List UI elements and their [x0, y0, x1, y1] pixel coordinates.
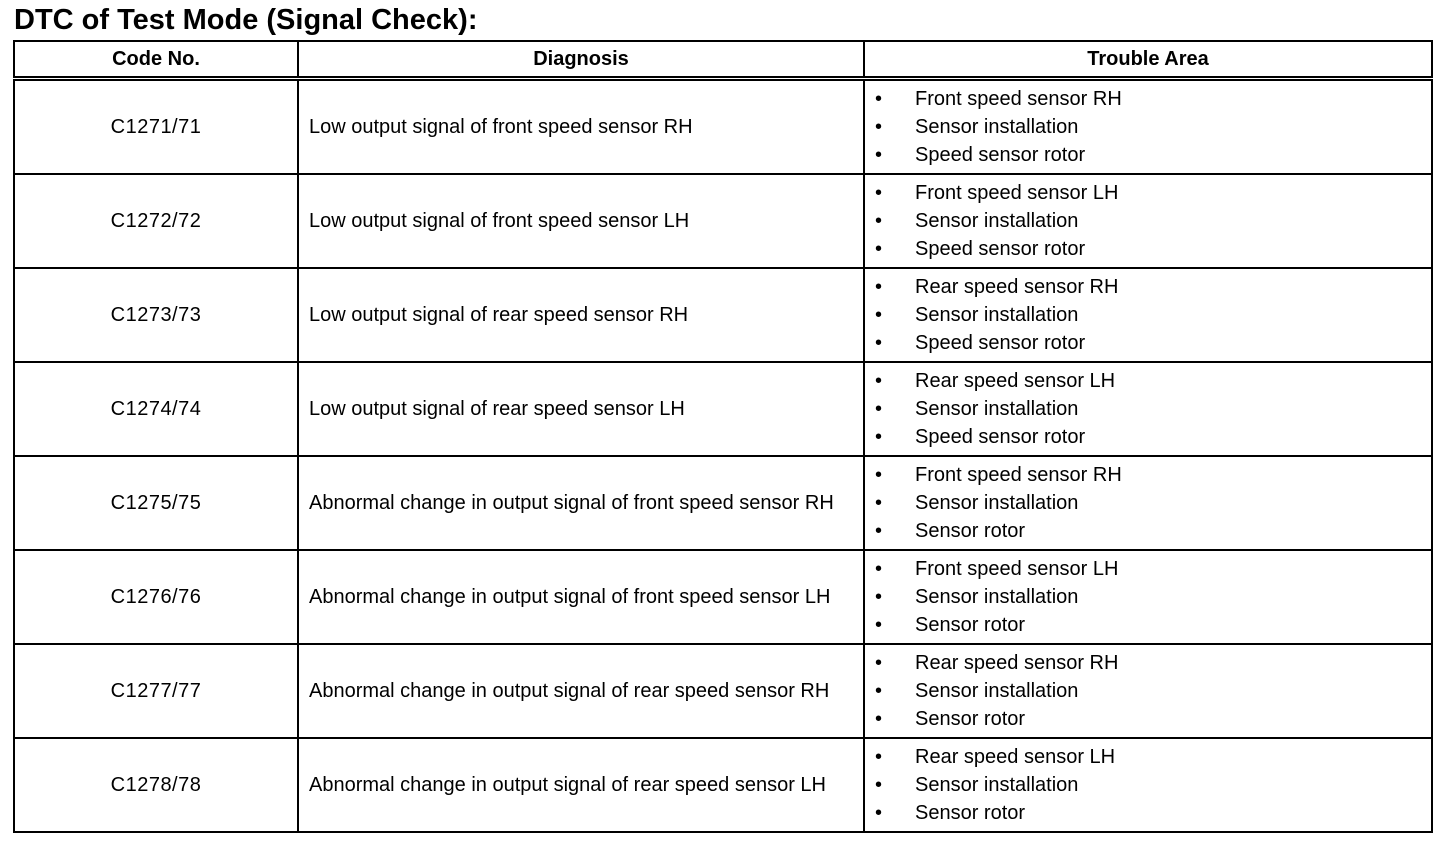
bullet-icon: • [875, 746, 883, 768]
table-body [14, 79, 1432, 833]
bullet-icon: • [875, 144, 883, 166]
diagnosis-cell: Abnormal change in output signal of rear speed sensor LH [298, 738, 864, 832]
trouble-area-list [875, 461, 1431, 545]
code-cell: C1276/76 [14, 550, 298, 644]
table-row [14, 644, 1432, 738]
bullet-icon: • [875, 398, 883, 420]
trouble-area-item: • Sensor installation [875, 207, 1431, 235]
bullet-icon: • [875, 708, 883, 730]
trouble-area-cell [864, 738, 1432, 832]
bullet-icon: • [875, 464, 883, 486]
trouble-area-cell [864, 362, 1432, 456]
table-row [14, 268, 1432, 362]
trouble-area-cell [864, 550, 1432, 644]
bullet-icon: • [875, 182, 883, 204]
trouble-area-item: • Speed sensor rotor [875, 141, 1431, 169]
trouble-area-list [875, 273, 1431, 357]
trouble-area-item: • Sensor installation [875, 677, 1431, 705]
bullet-icon: • [875, 802, 883, 824]
trouble-area-item: • Rear speed sensor LH [875, 743, 1431, 771]
trouble-area-item: • Front speed sensor LH [875, 555, 1431, 583]
bullet-icon: • [875, 652, 883, 674]
trouble-area-cell [864, 644, 1432, 738]
table-row [14, 738, 1432, 832]
trouble-area-list [875, 179, 1431, 263]
trouble-area-cell [864, 174, 1432, 268]
trouble-area-cell [864, 268, 1432, 362]
column-header-trouble-area: Trouble Area [864, 41, 1432, 79]
trouble-area-list [875, 649, 1431, 733]
trouble-area-item: • Speed sensor rotor [875, 329, 1431, 357]
bullet-icon: • [875, 614, 883, 636]
trouble-area-item: • Front speed sensor LH [875, 179, 1431, 207]
bullet-icon: • [875, 586, 883, 608]
trouble-area-list [875, 555, 1431, 639]
diagnosis-cell: Low output signal of front speed sensor LH [298, 174, 864, 268]
trouble-area-cell [864, 456, 1432, 550]
bullet-icon: • [875, 520, 883, 542]
trouble-area-item: • Front speed sensor RH [875, 461, 1431, 489]
trouble-area-list [875, 743, 1431, 827]
code-cell: C1277/77 [14, 644, 298, 738]
bullet-icon: • [875, 210, 883, 232]
table-header-row [14, 41, 1432, 79]
bullet-icon: • [875, 332, 883, 354]
diagnosis-cell: Abnormal change in output signal of front speed sensor LH [298, 550, 864, 644]
bullet-icon: • [875, 88, 883, 110]
diagnosis-cell: Low output signal of rear speed sensor LH [298, 362, 864, 456]
bullet-icon: • [875, 238, 883, 260]
bullet-icon: • [875, 774, 883, 796]
bullet-icon: • [875, 680, 883, 702]
trouble-area-list [875, 85, 1431, 169]
trouble-area-item: • Rear speed sensor RH [875, 649, 1431, 677]
table-row [14, 550, 1432, 644]
trouble-area-item: • Sensor installation [875, 395, 1431, 423]
trouble-area-item: • Sensor installation [875, 583, 1431, 611]
trouble-area-item: • Sensor rotor [875, 705, 1431, 733]
column-header-code: Code No. [14, 41, 298, 79]
page-title: DTC of Test Mode (Signal Check): [14, 4, 478, 36]
column-header-diagnosis: Diagnosis [298, 41, 864, 79]
diagnosis-cell: Abnormal change in output signal of front speed sensor RH [298, 456, 864, 550]
trouble-area-item: • Rear speed sensor RH [875, 273, 1431, 301]
bullet-icon: • [875, 426, 883, 448]
code-cell: C1272/72 [14, 174, 298, 268]
bullet-icon: • [875, 492, 883, 514]
table-row [14, 362, 1432, 456]
diagnosis-cell: Low output signal of rear speed sensor RH [298, 268, 864, 362]
diagnosis-cell: Abnormal change in output signal of rear speed sensor RH [298, 644, 864, 738]
trouble-area-cell [864, 79, 1432, 175]
code-cell: C1278/78 [14, 738, 298, 832]
trouble-area-item: • Speed sensor rotor [875, 423, 1431, 451]
table-row [14, 79, 1432, 175]
trouble-area-item: • Sensor installation [875, 771, 1431, 799]
trouble-area-item: • Front speed sensor RH [875, 85, 1431, 113]
trouble-area-item: • Sensor installation [875, 301, 1431, 329]
bullet-icon: • [875, 370, 883, 392]
trouble-area-item: • Sensor rotor [875, 799, 1431, 827]
trouble-area-item: • Sensor installation [875, 113, 1431, 141]
table-row [14, 174, 1432, 268]
trouble-area-item: • Speed sensor rotor [875, 235, 1431, 263]
code-cell: C1273/73 [14, 268, 298, 362]
bullet-icon: • [875, 276, 883, 298]
trouble-area-list [875, 367, 1431, 451]
code-cell: C1275/75 [14, 456, 298, 550]
trouble-area-item: • Sensor rotor [875, 517, 1431, 545]
diagnosis-cell: Low output signal of front speed sensor RH [298, 79, 864, 175]
code-cell: C1271/71 [14, 79, 298, 175]
trouble-area-item: • Rear speed sensor LH [875, 367, 1431, 395]
dtc-table [13, 40, 1433, 833]
bullet-icon: • [875, 304, 883, 326]
bullet-icon: • [875, 116, 883, 138]
table-row [14, 456, 1432, 550]
trouble-area-item: • Sensor installation [875, 489, 1431, 517]
bullet-icon: • [875, 558, 883, 580]
trouble-area-item: • Sensor rotor [875, 611, 1431, 639]
code-cell: C1274/74 [14, 362, 298, 456]
